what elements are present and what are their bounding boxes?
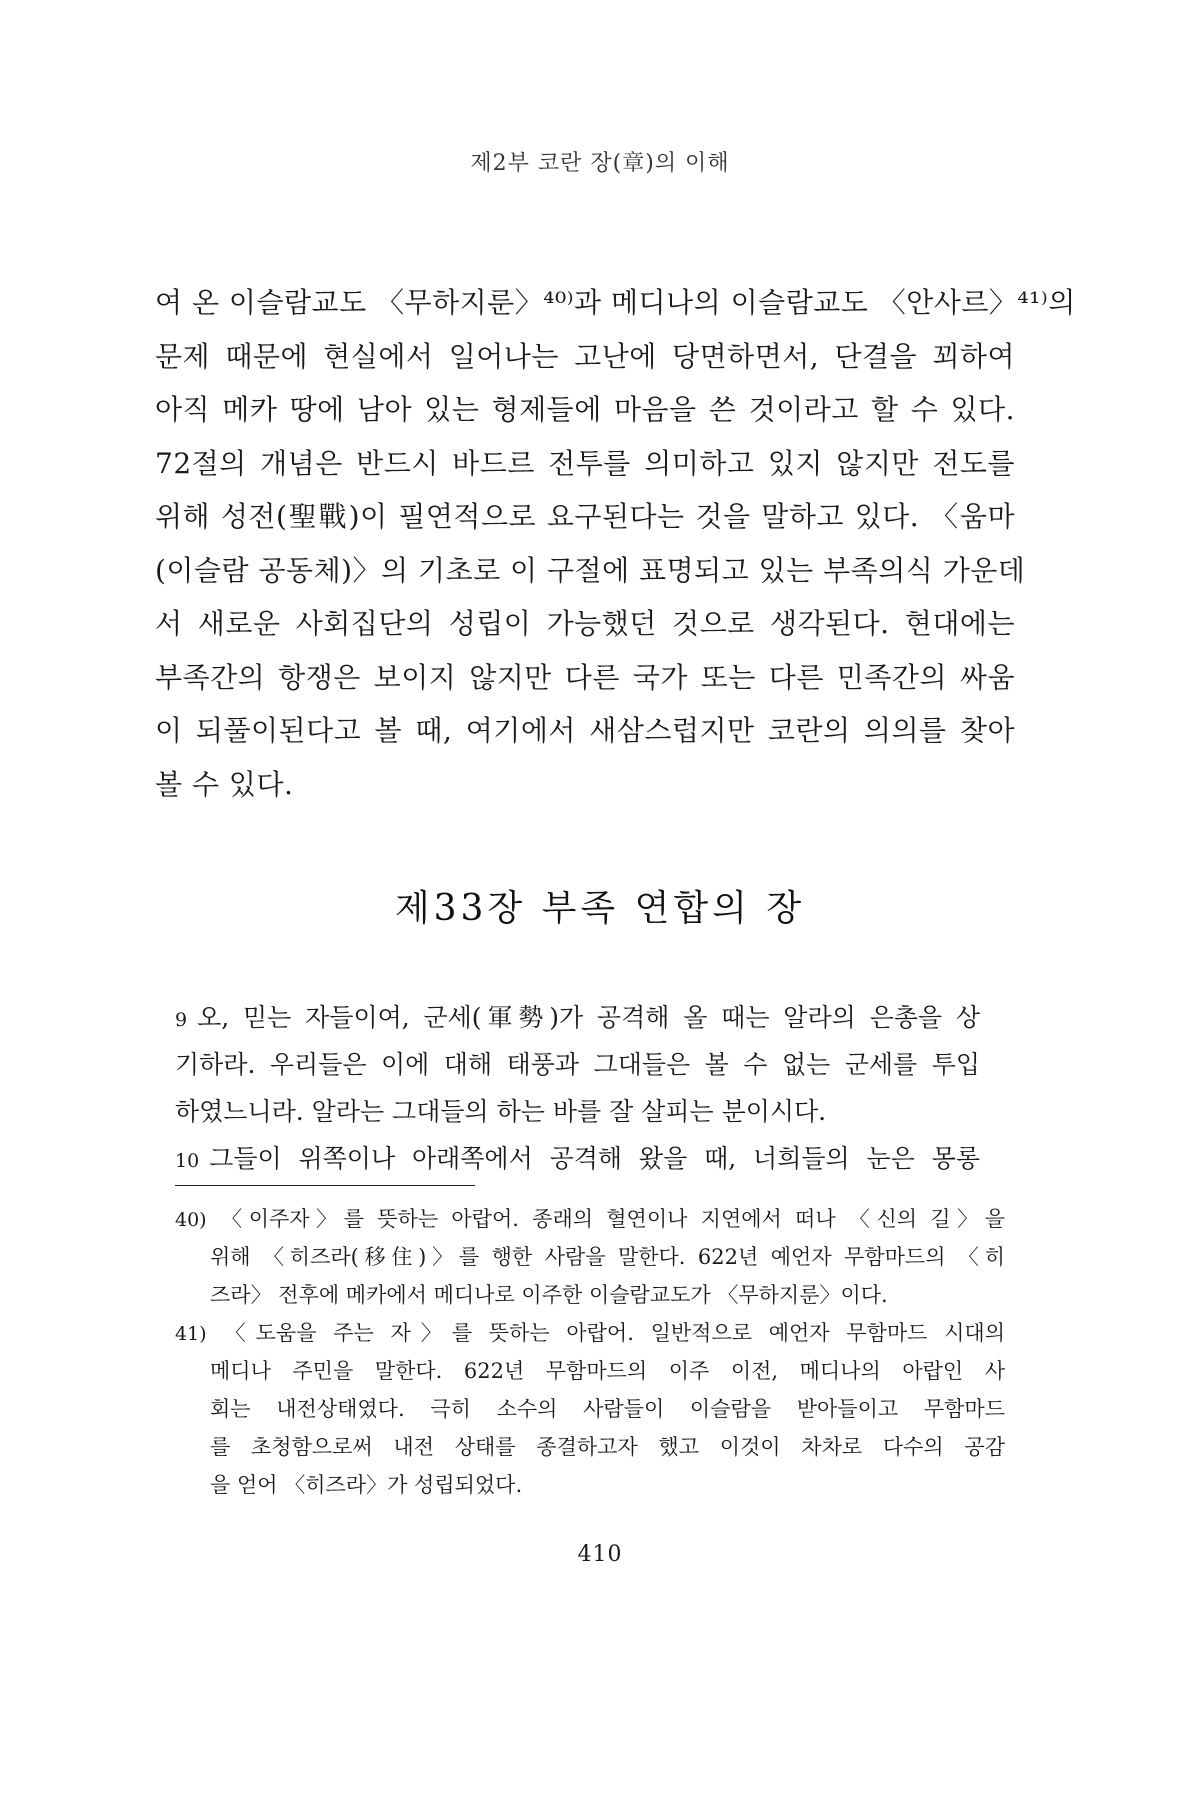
verse-number: 10 [175, 1150, 200, 1172]
verse-9-line: 하였느니라. 알라는 그대들의 하는 바를 잘 살피는 분이시다. [175, 1097, 827, 1126]
verse-9-line [175, 994, 980, 1041]
verse-9-line: 기하라. 우리들은 이에 대해 태풍과 그대들은 볼 수 없는 군세를 투입 [175, 1050, 980, 1079]
footnote-40-line: 위해 〈히즈라(移住)〉를 행한 사람을 말한다. 622년 예언자 무함마드의 〈히 [210, 1245, 1005, 1269]
running-head: 제2부 코란 장(章)의 이해 [470, 151, 730, 176]
body-line: (이슬람 공동체)〉의 기초로 이 구절에 표명되고 있는 부족의식 가운데 [155, 553, 1026, 587]
body-line: 서 새로운 사회집단의 성립이 가능했던 것으로 생각된다. 현대에는 [155, 607, 1015, 640]
verse-text: 그들이 위쪽이나 아래쪽에서 공격해 왔을 때, 너희들의 눈은 몽롱 [209, 1144, 980, 1173]
footnote-divider [175, 1185, 475, 1186]
footnotes [175, 1200, 1005, 1504]
footnote-41-line: 회는 내전상태였다. 극히 소수의 사람들이 이슬람을 받아들이고 무함마드 [210, 1397, 1005, 1421]
footnote-40-line [175, 1200, 1005, 1238]
body-line: 여 온 이슬람교도 〈무하지룬〉⁴⁰⁾과 메디나의 이슬람교도 〈안사르〉⁴¹⁾의 [155, 286, 1076, 319]
verse-text: 오, 믿는 자들이여, 군세(軍勢)가 공격해 올 때는 알라의 은총을 상 [197, 1003, 980, 1032]
footnote-number: 41) [175, 1323, 207, 1345]
chapter-title: 제33장 부족 연합의 장 [394, 888, 806, 929]
footnote-41-line: 를 초청함으로써 내전 상태를 종결하고자 했고 이것이 차차로 다수의 공감 [210, 1435, 1005, 1459]
body-paragraph [155, 276, 1076, 811]
body-line: 72절의 개념은 반드시 바드르 전투를 의미하고 있지 않지만 전도를 [155, 446, 1015, 480]
footnote-text: 〈이주자〉를 뜻하는 아랍어. 종래의 혈연이나 지연에서 떠나 〈신의 길〉을 [214, 1207, 1005, 1231]
footnote-number: 40) [175, 1209, 207, 1231]
verse-number: 9 [175, 1009, 188, 1031]
body-line: 이 되풀이된다고 볼 때, 여기에서 새삼스럽지만 코란의 의의를 찾아 [155, 714, 1015, 747]
footnote-text: 〈도움을 주는 자〉를 뜻하는 아랍어. 일반적으로 예언자 무함마드 시대의 [214, 1321, 1005, 1345]
footnote-40-line: 즈라〉 전후에 메카에서 메디나로 이주한 이슬람교도가 〈무하지룬〉이다. [210, 1283, 888, 1307]
body-line: 아직 메카 땅에 남아 있는 형제들에 마음을 쓴 것이라고 할 수 있다. [155, 393, 1015, 426]
page-number: 410 [577, 1542, 623, 1567]
verse-10-line [175, 1135, 980, 1182]
verse-block [175, 994, 980, 1182]
body-line: 문제 때문에 현실에서 일어나는 고난에 당면하면서, 단결을 꾀하여 [155, 339, 1015, 373]
body-line: 부족간의 항쟁은 보이지 않지만 다른 국가 또는 다른 민족간의 싸움 [155, 660, 1015, 694]
footnote-41-line [175, 1314, 1005, 1352]
body-line: 위해 성전(聖戰)이 필연적으로 요구된다는 것을 말하고 있다. 〈움마 [155, 500, 1015, 533]
footnote-41-line: 메디나 주민을 말한다. 622년 무함마드의 이주 이전, 메디나의 아랍인 사 [210, 1359, 1005, 1383]
body-line: 볼 수 있다. [155, 767, 294, 801]
footnote-41-line: 을 얻어 〈히즈라〉가 성립되었다. [210, 1473, 523, 1497]
